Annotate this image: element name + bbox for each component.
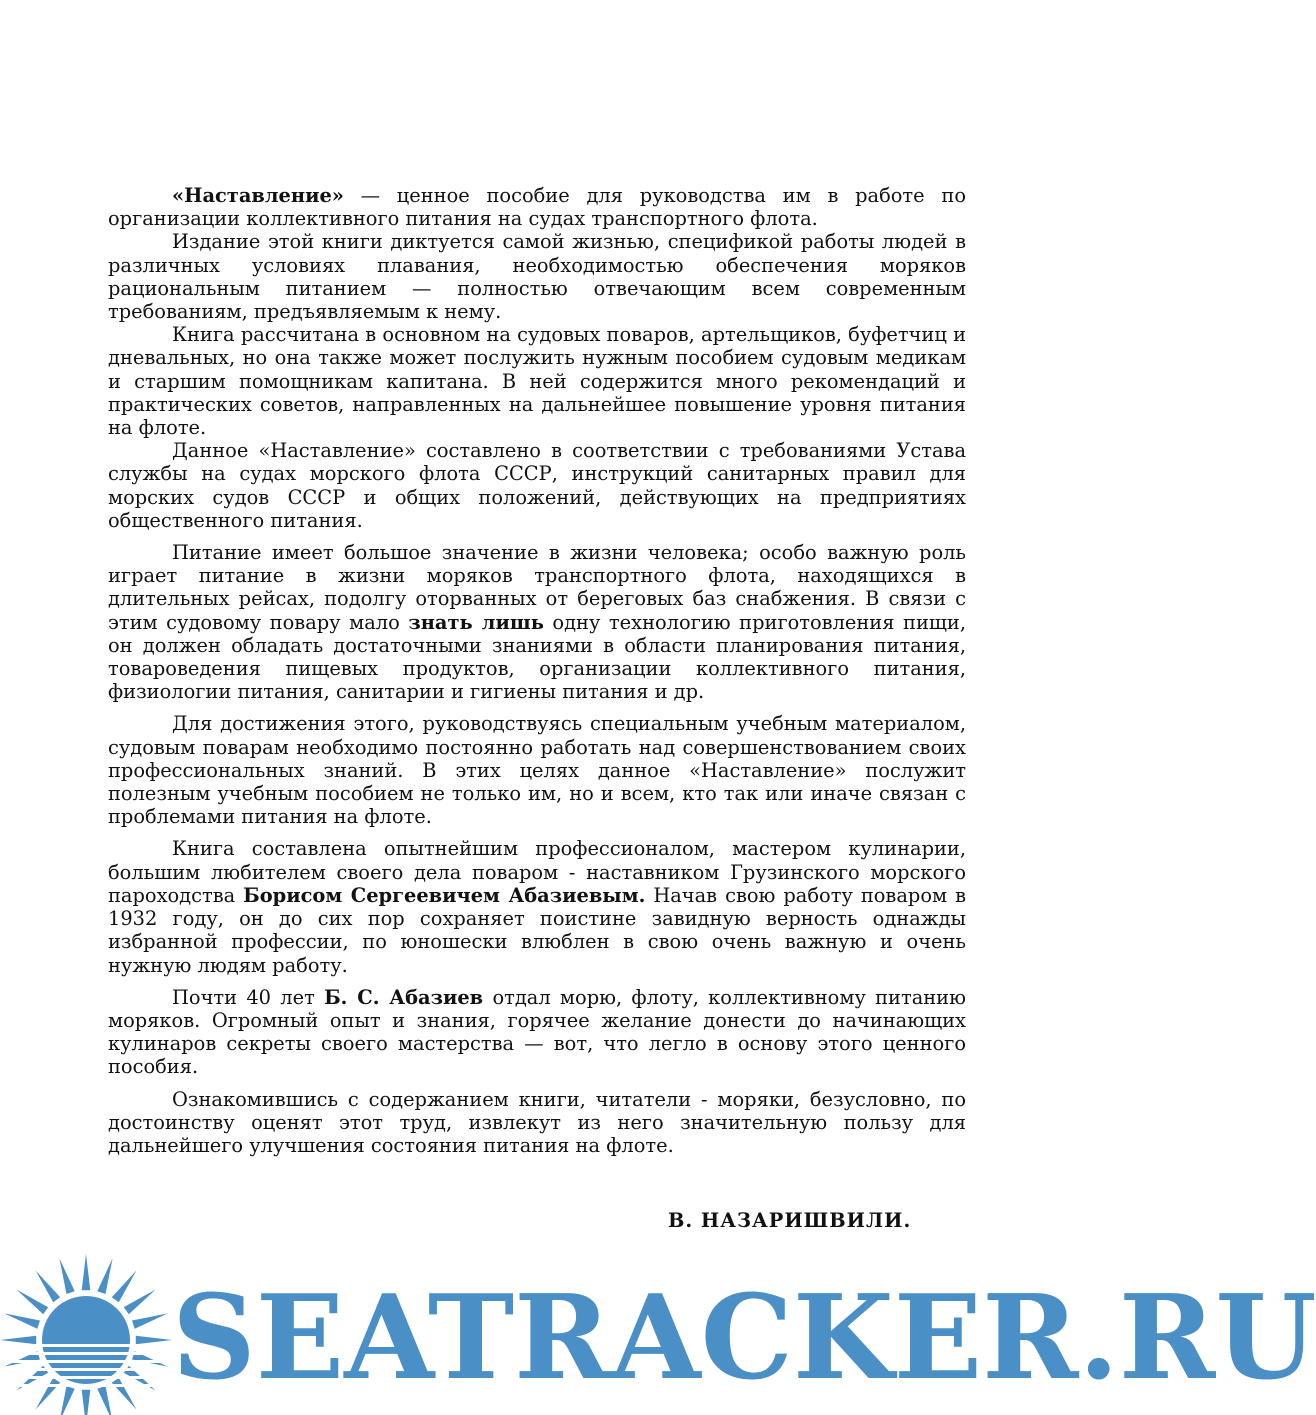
bold-text: «Наставление» — [172, 184, 344, 207]
paragraph — [108, 1088, 966, 1158]
text-run: отдал морю, флоту, коллективному питанию моряков. Огромный опыт и знания, горячее желание донести до начинающих кулинаров секреты своего мастерства — вот, что легло в основу этого ценного пособия. — [108, 985, 966, 1079]
preface-body — [108, 184, 966, 1157]
watermark-text: SEATRACKER.RU — [172, 1270, 1316, 1406]
bold-text: знать лишь — [408, 610, 544, 634]
wave-stripe — [0, 1368, 172, 1371]
paragraph — [108, 230, 966, 323]
paragraph — [108, 439, 966, 532]
text-run: Книга составлена опытнейшим профессионалом, мастером кулинарии, большим любителем своего дела поваром - наставником Грузинского морского пароходства — [108, 837, 966, 907]
wave-stripe — [0, 1352, 172, 1355]
paragraph — [108, 184, 966, 230]
text-run: Ознакомившись с содержанием книги, читатели - моряки, безусловно, по достоинству оценят этот труд, извлекут из него значительную пользу для дальнейшего улучшения состояния питания на флоте. — [108, 1087, 966, 1157]
wave-stripe — [0, 1360, 172, 1363]
wave-stripe — [0, 1344, 172, 1347]
text-run: Данное «Наставление» составлено в соответствии с требованиями Устава службы на судах морского флота СССР, инструкций санитарных правил для морских судов СССР и общих положений, действующих на предприятиях общественного питания. — [108, 439, 966, 532]
wave-stripe — [0, 1376, 172, 1379]
bold-text: Борисом Сергеевичем Абазиевым. — [243, 883, 646, 907]
text-run: Питание имеет большое значение в жизни человека; особо важную роль играет питание в жизни моряков транспортного флота, находящихся в длительных рейсах, подолгу оторванных от береговых баз снабжения. В связи с этим судовому повару мало — [108, 541, 966, 634]
text-run: Почти 40 лет — [172, 985, 325, 1009]
text-run: Книга рассчитана в основном на судовых поваров, артельщиков, буфетчиц и дневальных, но она также может послужить нужным пособием судовым медикам и старшим помощникам капитана. В ней содержится много рекомендаций и практических советов, направленных на дальнейшее повышение уровня питания на флоте. — [108, 323, 966, 440]
text-run: одну технологию приготовления пищи, он должен обладать достаточными знаниями в области планирования питания, товароведения пищевых продуктов, организации коллективного питания, физиологии питания, санитарии и гигиены питания и др. — [108, 610, 966, 704]
paragraph — [108, 712, 966, 828]
paragraph — [108, 837, 966, 976]
paragraph — [108, 541, 966, 703]
text-run: Начав свою работу поваром в 1932 году, он до сих пор сохраняет поистине завидную верность однажды избранной профессии, по юношески влюблен в свою очень важную и очень нужную людям работу. — [108, 883, 966, 977]
paragraph — [108, 323, 966, 439]
text-run: Издание этой книги диктуется самой жизнью, спецификой работы людей в различных условиях плавания, необходимостью обеспечения моряков рациональным питанием — полностью отвечающим всем современным требованиям, предъявляемым к нему. — [108, 230, 966, 324]
text-run: — ценное пособие для руководства им в работе по организации коллективного питания на судах транспортного флота. — [108, 184, 966, 231]
author-signature: В. НАЗАРИШВИЛИ. — [668, 1209, 912, 1232]
paragraph — [108, 986, 966, 1079]
wave-stripe — [0, 1384, 172, 1387]
text-run: Для достижения этого, руководствуясь специальным учебным материалом, судовым поварам необходимо постоянно работать над совершенствованием своих профессиональных знаний. В этих целях данное «Наставление» послужит полезным учебным пособием не только им, но и всем, кто так или иначе связан с проблемами питания на флоте. — [108, 712, 966, 829]
bold-text: Б. С. Абазиев — [324, 985, 484, 1009]
